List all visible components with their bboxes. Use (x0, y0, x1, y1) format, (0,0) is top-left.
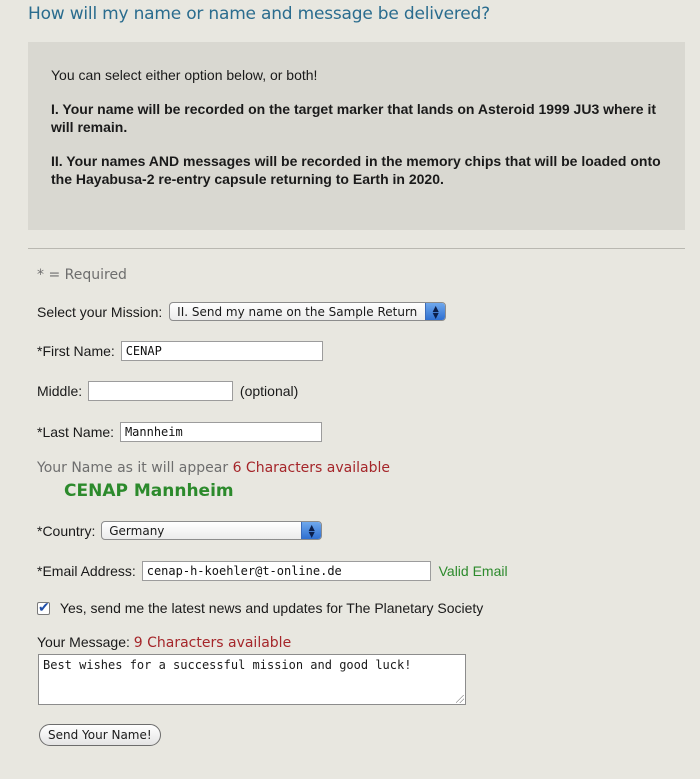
delivery-info-box (28, 42, 685, 230)
middle-name-label: Middle: (37, 383, 83, 399)
message-char-count: 9 Characters available (133, 635, 292, 651)
country-select[interactable] (101, 521, 322, 540)
section-divider (28, 248, 685, 249)
mission-select[interactable] (169, 302, 446, 321)
resize-grip-icon[interactable] (456, 695, 464, 703)
mission-select-value: II. Send my name on the Sample Return (177, 304, 418, 319)
country-row (37, 521, 322, 540)
newsletter-checkbox[interactable] (37, 602, 50, 615)
message-textarea[interactable] (38, 654, 466, 705)
first-name-input[interactable]: CENAP (121, 341, 323, 361)
middle-name-input[interactable] (88, 381, 233, 401)
newsletter-label[interactable]: Yes, send me the latest news and updates for The Planetary Society (59, 600, 484, 617)
first-name-row (37, 341, 323, 361)
middle-name-hint: (optional) (239, 383, 299, 399)
select-arrows-icon: ▲ ▼ (425, 303, 445, 320)
middle-name-row (37, 381, 298, 401)
email-input[interactable]: cenap-h-koehler@t-online.de (142, 561, 431, 581)
email-label: *Email Address: (37, 563, 136, 579)
message-label: Your Message: (37, 634, 130, 650)
required-note: * = Required (37, 267, 127, 283)
info-option-1: I. Your name will be recorded on the target marker that lands on Asteroid 1999 JU3 where it will remain. (51, 101, 657, 135)
last-name-row (37, 422, 322, 442)
country-select-value: Germany (109, 523, 165, 538)
country-label: *Country: (37, 522, 96, 539)
select-arrows-icon: ▲ ▼ (301, 522, 321, 539)
email-valid-status: Valid Email (438, 563, 508, 579)
send-name-button[interactable]: Send Your Name! (39, 724, 161, 746)
info-intro: You can select either option below, or both! (51, 67, 318, 83)
info-option-2: II. Your names AND messages will be recorded in the memory chips that will be loaded onto the Hayabusa-2 re-entry capsule returning to Earth in 2020. (51, 153, 661, 187)
page-heading: How will my name or name and message be delivered? (28, 4, 490, 24)
last-name-input[interactable]: Mannheim (120, 422, 322, 442)
mission-label: Select your Mission: (37, 303, 163, 320)
message-text: Best wishes for a successful mission and good luck! (43, 658, 412, 672)
name-appear-line (37, 460, 390, 476)
last-name-label: *Last Name: (37, 424, 115, 440)
mission-row (37, 302, 446, 321)
email-row (37, 561, 508, 581)
message-label-line (37, 634, 291, 651)
name-char-count: 6 Characters available (232, 460, 390, 476)
newsletter-row (37, 599, 483, 616)
name-appear-label: Your Name as it will appear (37, 460, 229, 476)
first-name-label: *First Name: (37, 343, 115, 359)
name-preview: CENAP Mannheim (64, 481, 234, 501)
